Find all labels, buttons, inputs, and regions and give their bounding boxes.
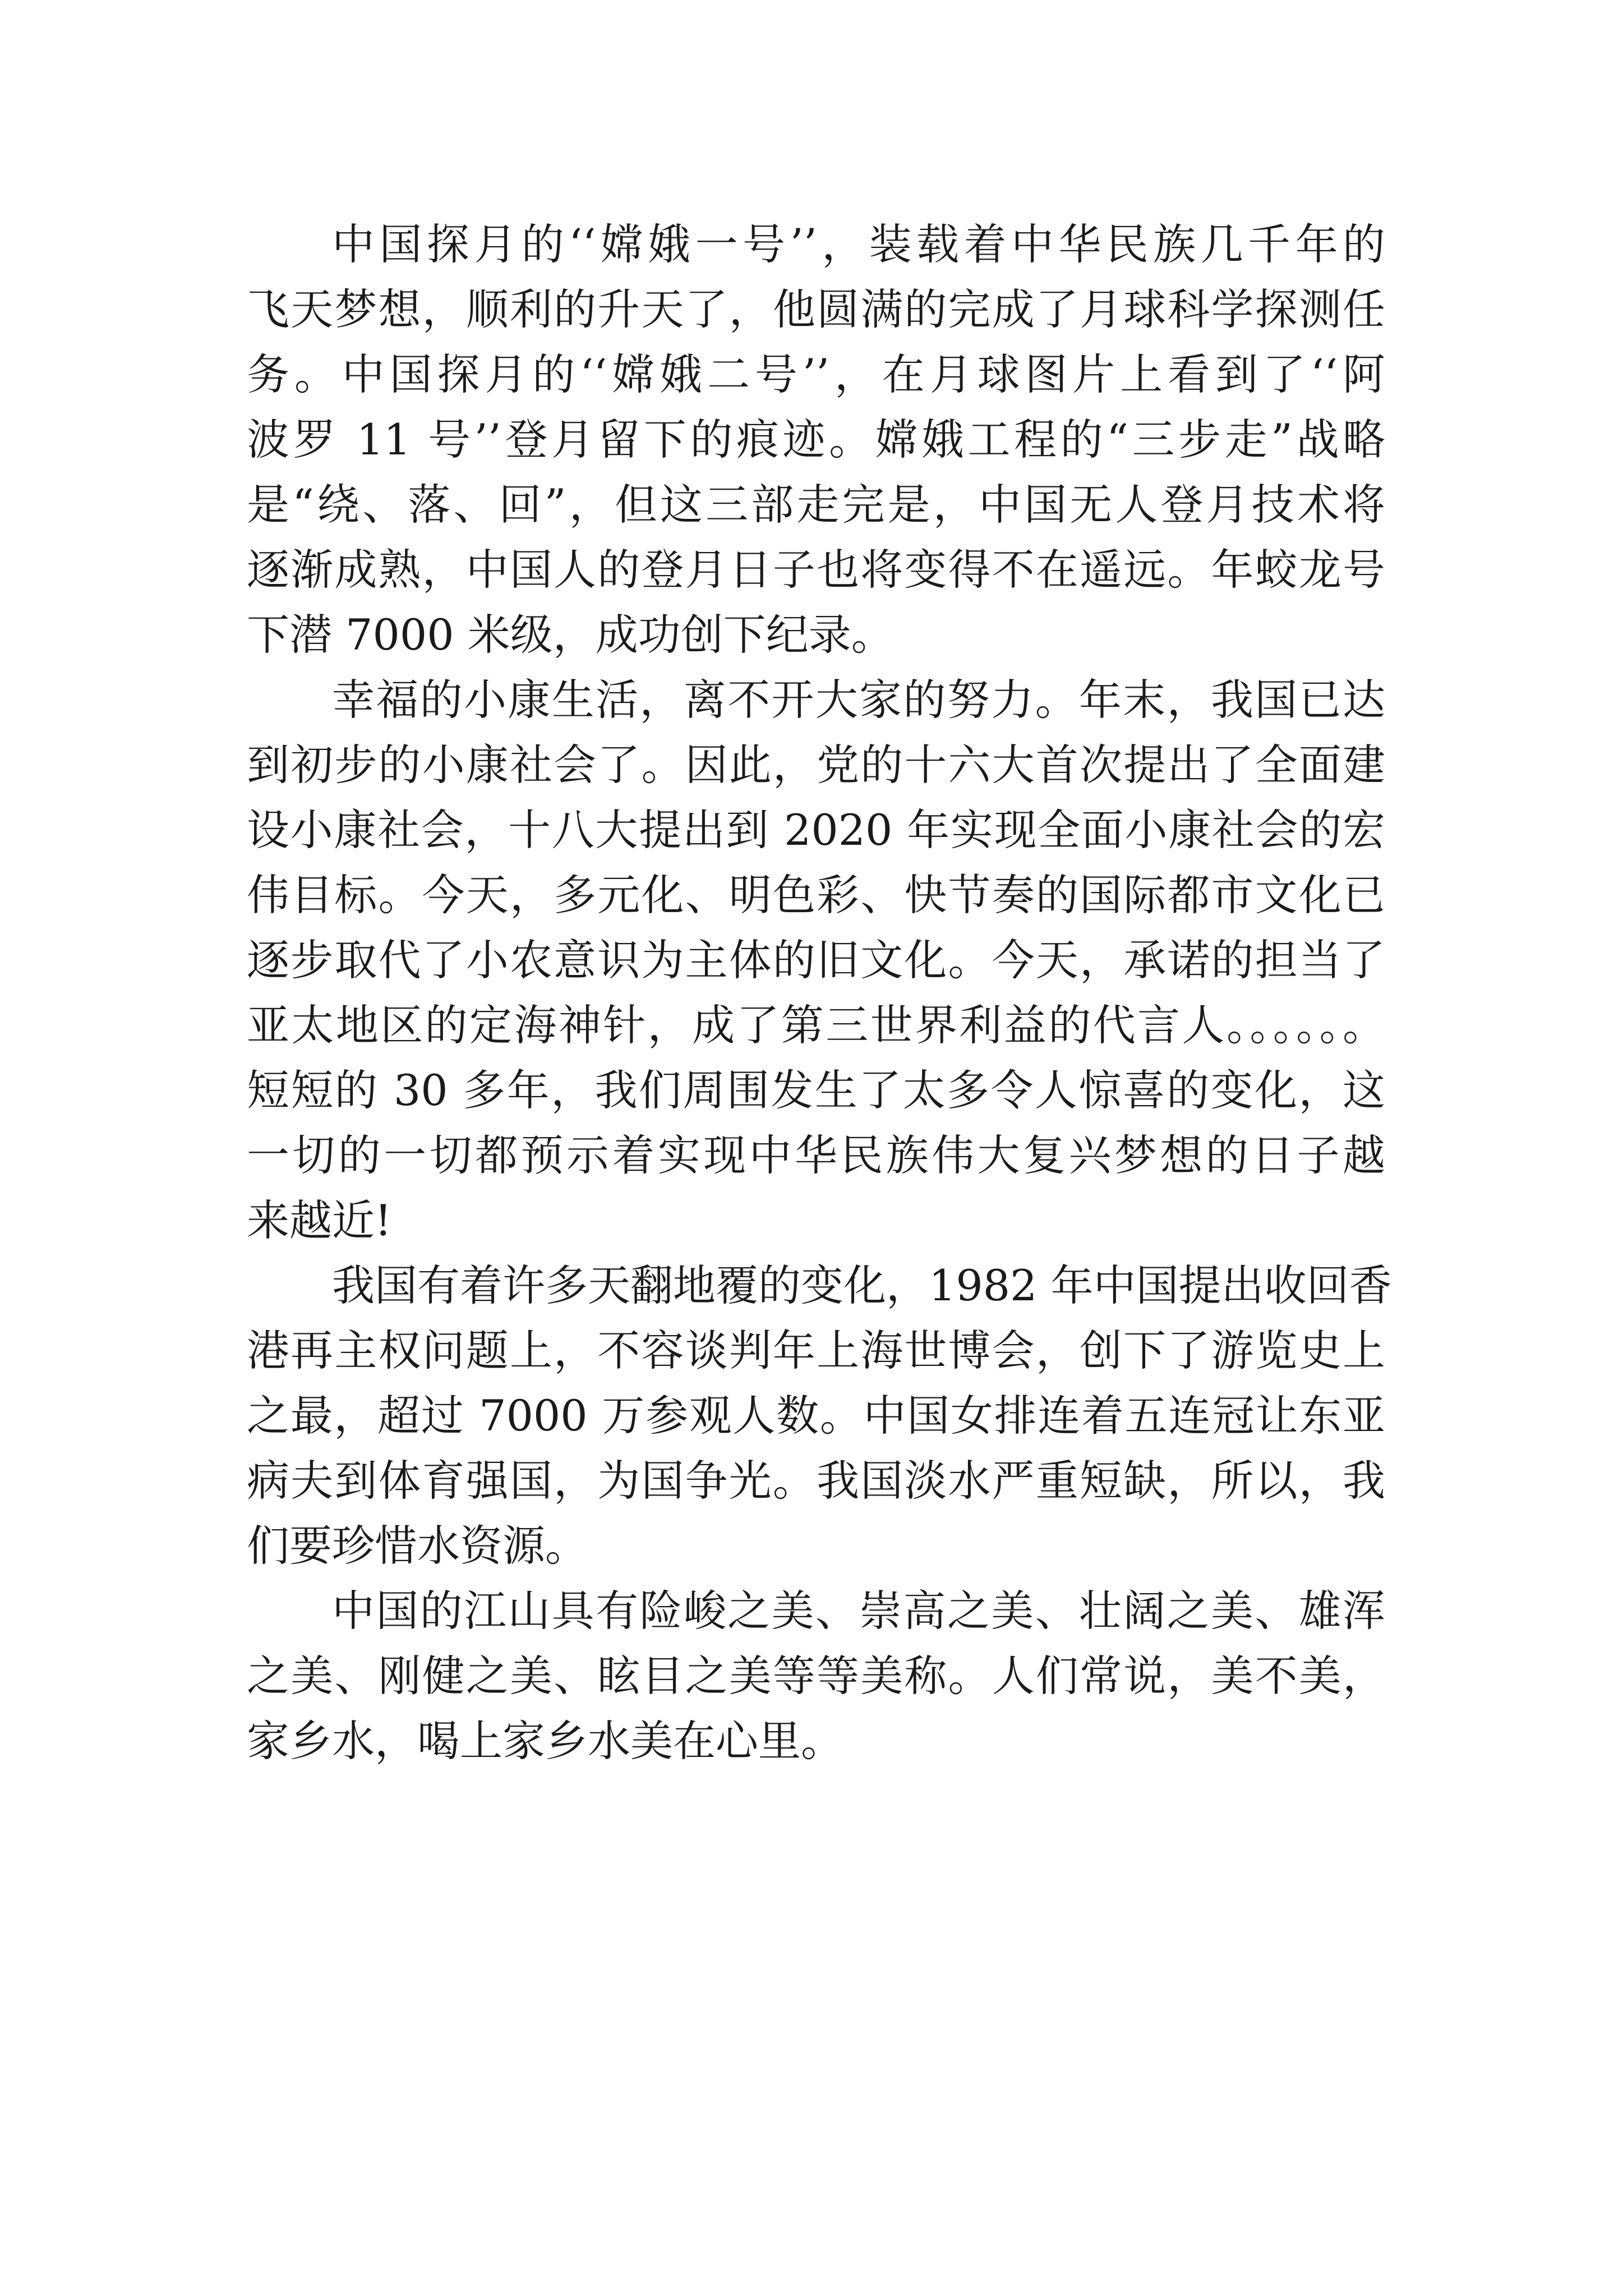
text-line: 港再主权问题上，不容谈判年上海世博会，创下了游览史上 <box>247 1326 1385 1375</box>
text-line: 来越近! <box>247 1195 392 1245</box>
text-line: 设小康社会，十八大提出到 2020 年实现全面小康社会的宏 <box>247 805 1385 855</box>
paragraph-4 <box>247 1579 1385 1774</box>
paragraph-3 <box>247 1253 1392 1579</box>
text-line: 逐步取代了小农意识为主体的旧文化。今天，承诺的担当了 <box>247 935 1385 985</box>
body-text <box>247 212 1392 1774</box>
text-line: 到初步的小康社会了。因此，党的十六大首次提出了全面建 <box>247 740 1385 790</box>
text-line: 亚太地区的定海神针，成了第三世界利益的代言人。。。。。。 <box>247 1000 1385 1050</box>
text-line: 家乡水，喝上家乡水美在心里。 <box>247 1716 843 1766</box>
text-line: 病夫到体育强国，为国争光。我国淡水严重短缺，所以，我 <box>247 1456 1385 1506</box>
text-line: 中国的江山具有险峻之美、崇高之美、壮阔之美、雄浑 <box>332 1586 1385 1636</box>
text-line: 之最，超过 7000 万参观人数。中国女排连着五连冠让东亚 <box>247 1391 1385 1441</box>
text-line: 幸福的小康生活，离不开大家的努力。年末，我国已达 <box>332 675 1385 725</box>
paragraph-1 <box>247 212 1385 668</box>
text-line: 短短的 30 多年，我们周围发生了太多令人惊喜的变化，这 <box>247 1065 1385 1115</box>
text-line: 逐渐成熟，中国人的登月日子也将变得不在遥远。年蛟龙号 <box>247 545 1385 595</box>
text-line: 下潜 7000 米级，成功创下纪录。 <box>247 610 894 660</box>
text-line: 伟目标。今天，多元化、明色彩、快节奏的国际都市文化已 <box>247 870 1385 920</box>
text-line: 之美、刚健之美、眩目之美等等美称。人们常说，美不美， <box>247 1651 1385 1701</box>
text-line: 波罗 11 号’’登月留下的痕迹。嫦娥工程的“三步走”战略 <box>247 415 1385 464</box>
text-line: 中国探月的‘‘嫦娥一号’’，装载着中华民族几千年的 <box>332 219 1385 269</box>
text-line: 们要珍惜水资源。 <box>247 1521 588 1571</box>
paragraph-2 <box>247 668 1385 1253</box>
text-line: 我国有着许多天翻地覆的变化，1982 年中国提出收回香 <box>332 1260 1392 1310</box>
text-line: 飞天梦想，顺利的升天了，他圆满的完成了月球科学探测任 <box>247 284 1385 334</box>
text-line: 是“绕、落、回”，但这三部走完是，中国无人登月技术将 <box>247 480 1385 530</box>
text-line: 务。中国探月的‘‘嫦娥二号’’，在月球图片上看到了‘‘阿 <box>247 349 1385 399</box>
text-line: 一切的一切都预示着实现中华民族伟大复兴梦想的日子越 <box>247 1130 1385 1180</box>
